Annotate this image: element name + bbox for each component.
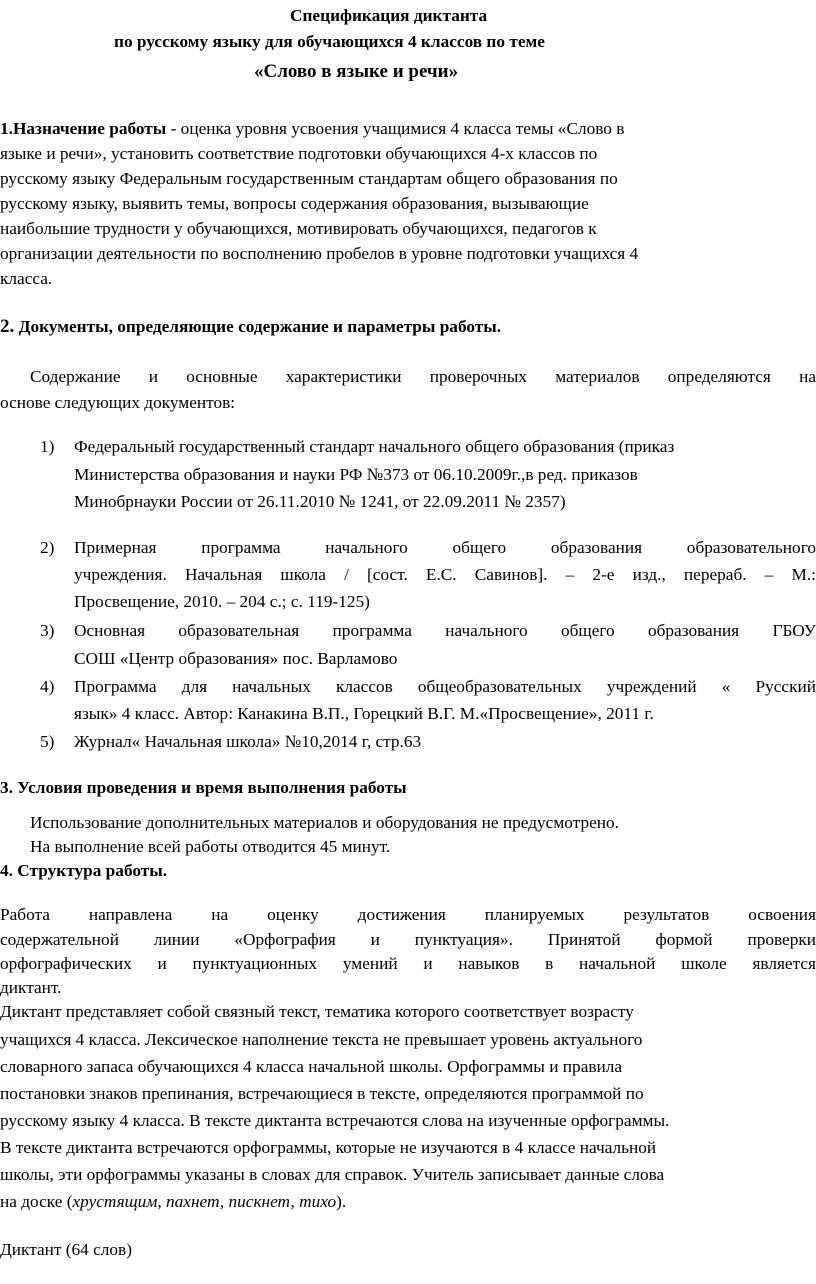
s1-line-6: организации деятельности по восполнению пробелов в уровне подготовки учащихся 4 <box>0 244 639 263</box>
s3-line-2: На выполнение всей работы отводится 45 минут. <box>30 837 391 856</box>
list-item: Журнал« Начальная школа» №10,2014 г, стр.63 <box>74 732 422 751</box>
s4-para2-line: русскому языку 4 класса. В тексте диктанта встречаются слова на изученные орфограммы. <box>0 1111 670 1130</box>
s4-para2-line: Диктант представляет собой связный текст, тематика которого соответствует возрасту <box>0 1002 634 1021</box>
s4-reference-words: хрустящим, пахнет, пискнет, тихо <box>72 1192 337 1211</box>
s1-line-3: русскому языку Федеральным государственным стандартам общего образования по <box>0 169 618 188</box>
s4-para1-line: Работа направлена на оценку достижения планируемых результатов освоения <box>0 905 816 924</box>
s2-heading-text: Документы, определяющие содержание и параметры работы. <box>14 317 502 336</box>
s4-para2-line: учащихся 4 класса. Лексическое наполнение текста не превышает уровень актуального <box>0 1030 643 1049</box>
list-item: СОШ «Центр образования» пос. Варламово <box>74 649 398 668</box>
s4-para2-line: школы, эти орфограммы указаны в словах для справок. Учитель записывает данные слова <box>0 1165 665 1184</box>
list-item: Программа для начальных классов общеобразовательных учреждений « Русский <box>74 677 816 696</box>
s2-heading-num: 2. <box>0 316 15 337</box>
s1-line-2: языке и речи», установить соответствие подготовки обучающихся 4-х классов по <box>0 144 598 163</box>
list-item: Основная образовательная программа начального общего образования ГБОУ <box>74 621 816 640</box>
s2-intro-1: Содержание и основные характеристики проверочных материалов определяются на <box>30 367 816 386</box>
list-item: Министерства образования и науки РФ №373 от 06.10.2009г.,в ред. приказов <box>74 465 638 484</box>
title-line-2: по русскому языку для обучающихся 4 классов по теме <box>114 32 545 51</box>
s1-line-5: наибольшие трудности у обучающихся, мотивировать обучающихся, педагогов к <box>0 219 597 238</box>
s3-line-1: Использование дополнительных материалов и оборудования не предусмотрено. <box>30 813 619 832</box>
list-item: Примерная программа начального общего образования образовательного <box>74 538 816 557</box>
s4-para2-line: постановки знаков препинания, встречающиеся в тексте, определяются программой по <box>0 1084 644 1103</box>
s1-line-7: класса. <box>0 269 53 288</box>
list-item: Минобрнауки России от 26.11.2010 № 1241, от 22.09.2011 № 2357) <box>74 492 566 511</box>
s4-para2-last-line <box>0 1193 346 1210</box>
s4-para2-line: В тексте диктанта встречаются орфограммы, которые не изучаются в 4 классе начальной <box>0 1138 657 1157</box>
list-number: 3) <box>40 621 55 640</box>
list-number: 4) <box>40 677 55 696</box>
list-item: Просвещение, 2010. – 204 с.; с. 119-125) <box>74 592 370 611</box>
s1-heading: 1.Назначение работы <box>0 119 167 138</box>
title-line-3: «Слово в языке и речи» <box>254 61 459 82</box>
s1-line-4: русскому языку, выявить темы, вопросы содержания образования, вызывающие <box>0 194 589 213</box>
list-number: 2) <box>40 538 55 557</box>
list-item: язык» 4 класс. Автор: Канакина В.П., Горецкий В.Г. М.«Просвещение», 2011 г. <box>74 704 654 723</box>
list-item: учреждения. Начальная школа / [сост. Е.С. Савинов]. – 2-е изд., перераб. – М.: <box>74 565 816 584</box>
s3-heading: 3. Условия проведения и время выполнения работы <box>0 778 407 797</box>
s4-last-prefix: на доске ( <box>0 1192 73 1211</box>
s4-para1-line: диктант. <box>0 978 62 997</box>
s1-line-1 <box>0 120 624 137</box>
list-number: 5) <box>40 732 55 751</box>
s2-intro-2: основе следующих документов: <box>0 393 236 412</box>
s4-para2-line: словарного запаса обучающихся 4 класса начальной школы. Орфограммы и правила <box>0 1057 623 1076</box>
s4-para1-line: орфографических и пунктуационных умений и навыков в начальной школе является <box>0 954 816 973</box>
s4-para1-line: содержательной линии «Орфография и пунктуация». Принятой формой проверки <box>0 930 816 949</box>
s4-last-suffix: ). <box>336 1192 347 1211</box>
title-line-1: Спецификация диктанта <box>290 6 488 25</box>
dictation-word-count: Диктант (64 слов) <box>0 1240 132 1259</box>
list-item: Федеральный государственный стандарт начального общего образования (приказ <box>74 437 675 456</box>
s4-heading: 4. Структура работы. <box>0 861 168 880</box>
s2-heading <box>0 317 501 336</box>
s1-text: - оценка уровня усвоения учащимися 4 класса темы «Слово в <box>166 119 625 138</box>
list-number: 1) <box>40 437 55 456</box>
